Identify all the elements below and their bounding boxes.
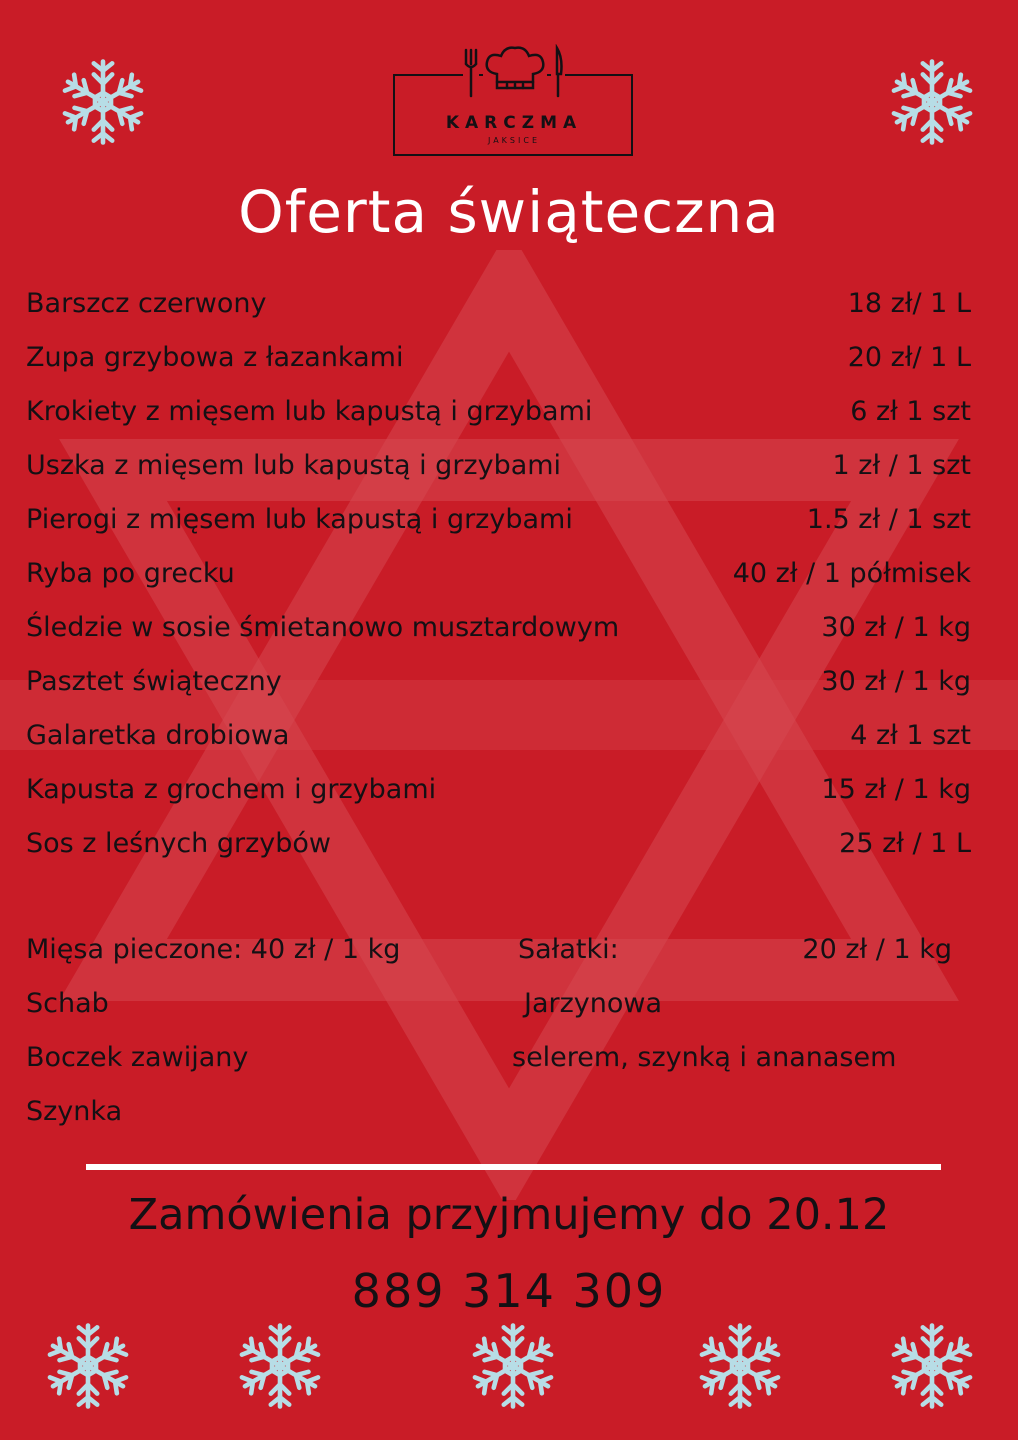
logo-name: KARCZMA [445,113,583,133]
menu-item [26,504,971,544]
menu-item-name: Krokiety z mięsem lub kapustą i grzybami [26,396,593,427]
restaurant-logo [391,44,637,160]
menu-item-name: Barszcz czerwony [26,288,267,319]
menu-item-price: 25 zł / 1 L [839,828,971,859]
snowflake-icon [886,52,978,152]
menu-item-price: 30 zł / 1 kg [821,666,971,697]
menu-item [26,612,971,652]
divider [86,1164,941,1170]
snowflake-icon [234,1316,326,1416]
meat-item: Schab [26,988,109,1019]
menu-item-price: 30 zł / 1 kg [821,612,971,643]
menu-item-price: 18 zł/ 1 L [847,288,971,319]
menu-item-name: Śledzie w sosie śmietanowo musztardowym [26,612,620,643]
menu-item [26,720,971,760]
menu-item-price: 15 zł / 1 kg [821,774,971,805]
order-deadline: Zamówienia przyjmujemy do 20.12 [128,1190,890,1240]
menu-item [26,666,971,706]
meat-item: Szynka [26,1096,123,1127]
menu-item [26,288,971,328]
chef-hat-icon [457,44,571,102]
menu-item-name: Uszka z mięsem lub kapustą i grzybami [26,450,562,481]
snowflake-icon [57,52,149,152]
meat-item: Boczek zawijany [26,1042,249,1073]
menu-item-price: 20 zł/ 1 L [847,342,971,373]
menu-item [26,774,971,814]
menu-item-name: Ryba po grecku [26,558,235,589]
meats-header: Mięsa pieczone: 40 zł / 1 kg [26,934,401,965]
menu-item [26,396,971,436]
snowflake-icon [886,1316,978,1416]
menu-item-price: 1 zł / 1 szt [832,450,971,481]
menu-item-name: Kapusta z grochem i grzybami [26,774,437,805]
snowflake-icon [467,1316,559,1416]
menu-item-name: Zupa grzybowa z łazankami [26,342,404,373]
menu-item-price: 6 zł 1 szt [850,396,971,427]
menu-item [26,342,971,382]
salad-item: selerem, szynką i ananasem [512,1042,897,1073]
page-title: Oferta świąteczna [238,178,780,246]
snowflake-icon [694,1316,786,1416]
salads-price: 20 zł / 1 kg [802,934,952,965]
menu-item-price: 4 zł 1 szt [850,720,971,751]
menu-item-name: Sos z leśnych grzybów [26,828,332,859]
logo-subtitle: JAKSICE [487,136,540,145]
snowflake-icon [42,1316,134,1416]
menu-item-name: Pasztet świąteczny [26,666,282,697]
menu-item-price: 40 zł / 1 półmisek [732,558,971,589]
menu-item-name: Galaretka drobiowa [26,720,290,751]
menu-item [26,828,971,868]
menu-item-price: 1.5 zł / 1 szt [806,504,971,535]
menu-item [26,558,971,598]
salads-header: Sałatki: [518,934,619,965]
phone-number: 889 314 309 [351,1264,667,1318]
salad-item: Jarzynowa [524,988,663,1019]
menu-item-name: Pierogi z mięsem lub kapustą i grzybami [26,504,573,535]
menu-item [26,450,971,490]
